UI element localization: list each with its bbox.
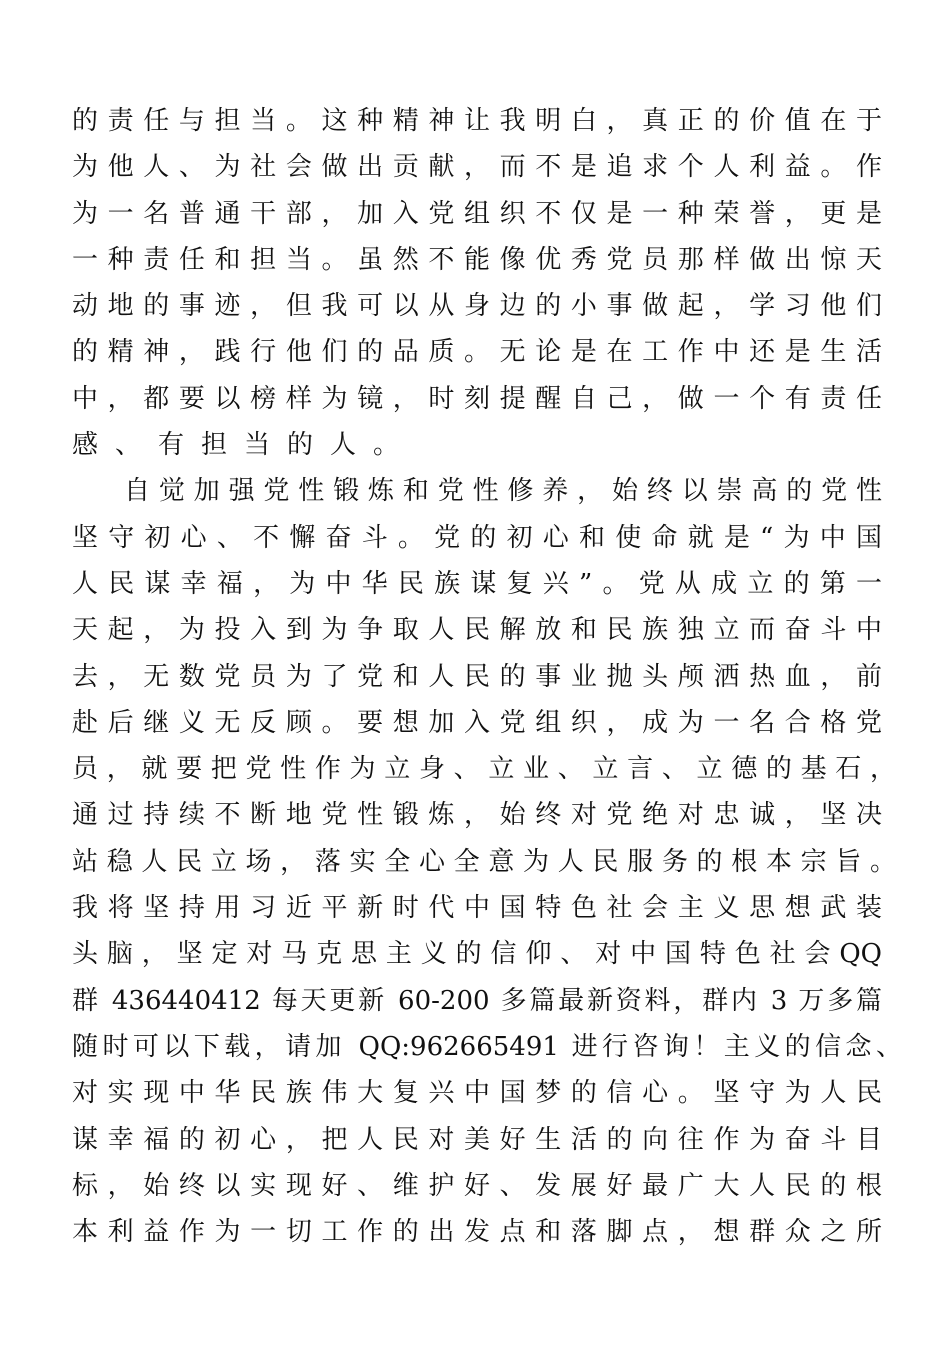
- text-line: 坚守初心、不懈奋斗。党的初心和使命就是“为中国: [72, 522, 882, 553]
- text-line: 我将坚持用习近平新时代中国特色社会主义思想武装: [72, 893, 882, 924]
- text-line: 一种责任和担当。虽然不能像优秀党员那样做出惊天: [72, 244, 882, 275]
- text-line: 群 436440412 每天更新 60-200 多篇最新资料，群内 3 万多篇: [72, 985, 882, 1016]
- text-line: 员，就要把党性作为立身、立业、立言、立德的基石，: [72, 754, 896, 785]
- text-line: 天起，为投入到为争取人民解放和民族独立而奋斗中: [72, 615, 882, 646]
- text-line: 对实现中华民族伟大复兴中国梦的信心。坚守为人民: [72, 1078, 882, 1109]
- text-line: 动地的事迹，但我可以从身边的小事做起，学习他们: [72, 291, 882, 322]
- text-line: 去，无数党员为了党和人民的事业抛头颅洒热血，前: [72, 661, 882, 692]
- text-line: 的精神，践行他们的品质。无论是在工作中还是生活: [72, 337, 882, 368]
- text-line: 人民谋幸福，为中华民族谋复兴”。党从成立的第一: [72, 568, 882, 599]
- paragraph-first-line: 自觉加强党性锻炼和党性修养，始终以崇高的党性: [124, 476, 882, 507]
- text-line: 为一名普通干部，加入党组织不仅是一种荣誉，更是: [72, 198, 882, 229]
- text-line: 站稳人民立场，落实全心全意为人民服务的根本宗旨。: [72, 846, 896, 877]
- text-line: 的责任与担当。这种精神让我明白，真正的价值在于: [72, 106, 882, 136]
- text-line: 感、有担当的人。: [72, 430, 417, 461]
- text-line: 中，都要以榜样为镜，时刻提醒自己，做一个有责任: [72, 383, 882, 414]
- text-line: 通过持续不断地党性锻炼，始终对党绝对忠诚，坚决: [72, 800, 882, 831]
- text-line: 标，始终以实现好、维护好、发展好最广大人民的根: [72, 1170, 882, 1201]
- text-line: 头脑，坚定对马克思主义的信仰、对中国特色社会QQ: [72, 939, 882, 970]
- text-line: 随时可以下载，请加 QQ:962665491 进行咨询！主义的信念、: [72, 1031, 902, 1062]
- text-line: 谋幸福的初心，把人民对美好生活的向往作为奋斗目: [72, 1124, 882, 1155]
- text-line: 本利益作为一切工作的出发点和落脚点，想群众之所: [72, 1217, 882, 1248]
- body-text: [72, 98, 902, 1255]
- text-line: 赴后继义无反顾。要想加入党组织，成为一名合格党: [72, 707, 882, 738]
- text-line: 为他人、为社会做出贡献，而不是追求个人利益。作: [72, 152, 882, 183]
